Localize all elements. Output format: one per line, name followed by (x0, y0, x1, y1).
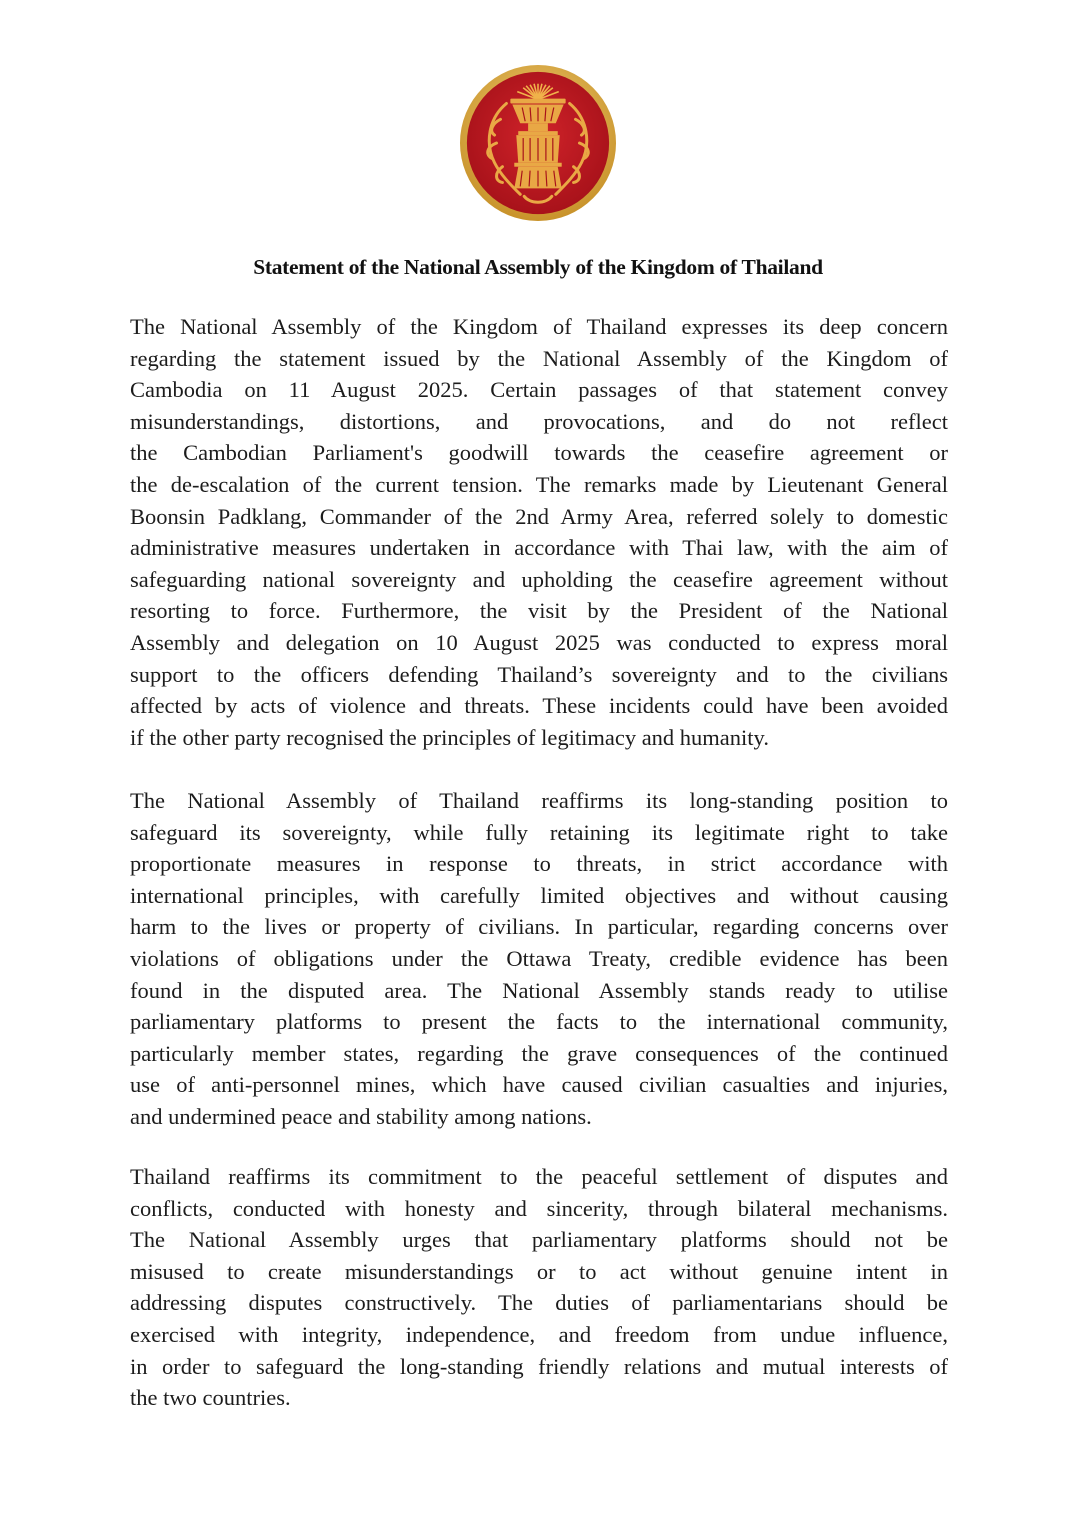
text-line: international principles, with carefully limited objectives and without causing (130, 882, 948, 908)
text-line: harm to the lives or property of civilians. In particular, regarding concerns over (130, 914, 948, 940)
paragraph-2 (130, 785, 948, 1133)
text-line: exercised with integrity, independence, and freedom from undue influence, (130, 1321, 948, 1347)
text-line: and undermined peace and stability among nations. (130, 1103, 592, 1129)
text-line: Assembly and delegation on 10 August 2025 was conducted to express moral (130, 629, 948, 655)
text-line: in order to safeguard the long-standing friendly relations and mutual interests of (130, 1353, 948, 1379)
text-line: the two countries. (130, 1385, 291, 1411)
national-assembly-emblem-icon (459, 64, 617, 222)
paragraph-1 (130, 311, 948, 753)
text-line: Boonsin Padklang, Commander of the 2nd Army Area, referred solely to domestic (130, 503, 948, 529)
text-line: misused to create misunderstandings or to act without genuine intent in (130, 1258, 948, 1284)
text-line: if the other party recognised the principles of legitimacy and humanity. (130, 724, 769, 750)
text-line: the de-escalation of the current tension. The remarks made by Lieutenant General (130, 471, 948, 497)
statement-title: Statement of the National Assembly of the Kingdom of Thailand (253, 255, 823, 279)
text-line: misunderstandings, distortions, and provocations, and do not reflect (130, 408, 948, 434)
text-line: proportionate measures in response to threats, in strict accordance with (130, 851, 948, 877)
text-line: Thailand reaffirms its commitment to the peaceful settlement of disputes and (130, 1164, 948, 1189)
emblem-graphic (459, 64, 617, 222)
text-line: support to the officers defending Thailand’s sovereignty and to the civilians (130, 661, 948, 687)
text-line: safeguard its sovereignty, while fully retaining its legitimate right to take (130, 819, 948, 845)
text-line: The National Assembly of the Kingdom of Thailand expresses its deep concern (130, 314, 948, 339)
text-line: parliamentary platforms to present the facts to the international community, (130, 1009, 948, 1035)
text-line: Cambodia on 11 August 2025. Certain passages of that statement convey (130, 377, 948, 403)
text-line: conflicts, conducted with honesty and sincerity, through bilateral mechanisms. (130, 1195, 948, 1221)
text-line: affected by acts of violence and threats. These incidents could have been avoided (130, 693, 948, 719)
text-line: addressing disputes constructively. The duties of parliamentarians should be (130, 1290, 948, 1316)
text-line: The National Assembly urges that parliamentary platforms should not be (130, 1227, 948, 1253)
text-line: administrative measures undertaken in accordance with Thai law, with the aim of (130, 535, 948, 561)
text-line: resorting to force. Furthermore, the visit by the President of the National (130, 598, 948, 624)
text-line: safeguarding national sovereignty and upholding the ceasefire agreement without (130, 566, 948, 592)
text-line: The National Assembly of Thailand reaffirms its long-standing position to (130, 788, 948, 813)
text-line: regarding the statement issued by the National Assembly of the Kingdom of (130, 345, 948, 371)
paragraph-3 (130, 1161, 948, 1414)
text-line: the Cambodian Parliament's goodwill towards the ceasefire agreement or (130, 440, 948, 466)
text-line: use of anti-personnel mines, which have caused civilian casualties and injuries, (130, 1072, 948, 1098)
text-line: found in the disputed area. The National Assembly stands ready to utilise (130, 977, 948, 1003)
text-line: violations of obligations under the Ottawa Treaty, credible evidence has been (130, 945, 948, 971)
text-line: particularly member states, regarding the grave consequences of the continued (130, 1040, 948, 1066)
